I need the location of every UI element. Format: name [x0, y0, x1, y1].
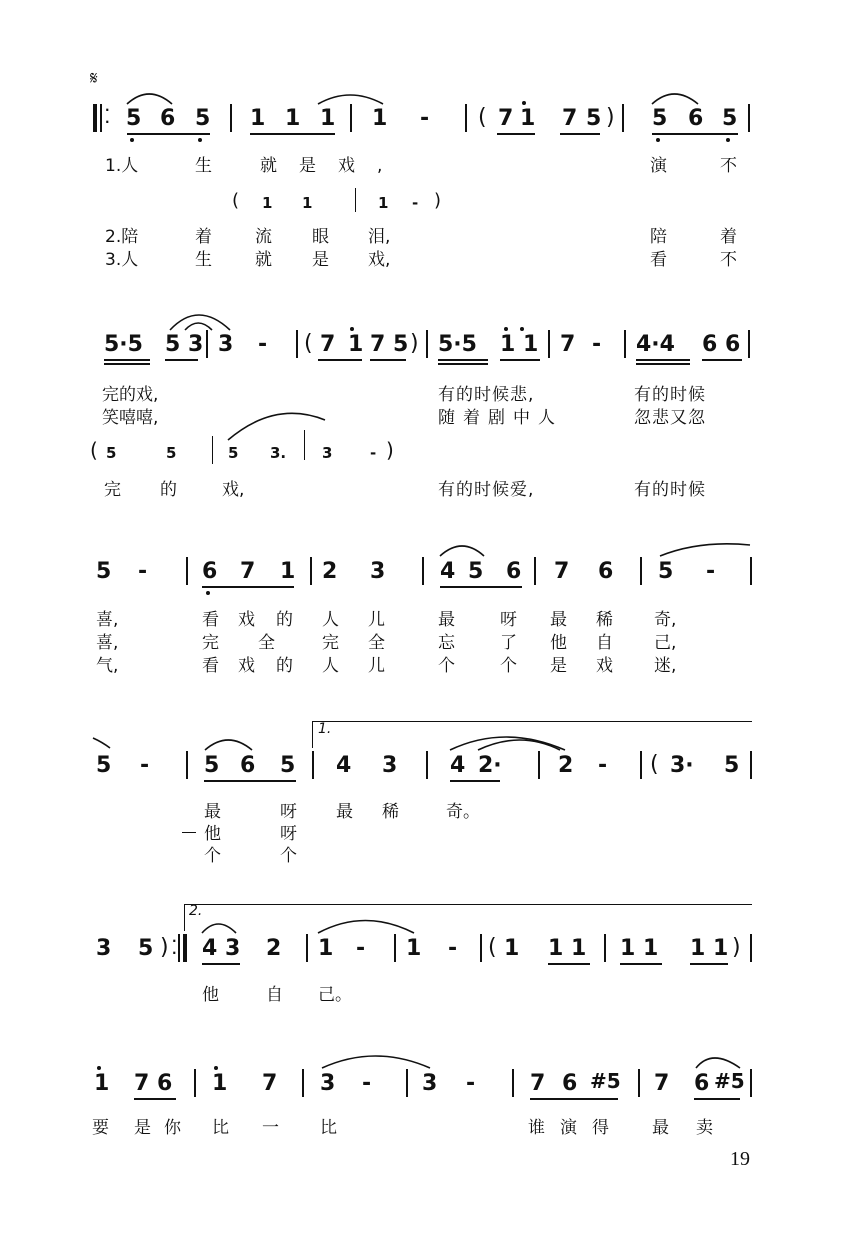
- note: 6: [688, 106, 704, 131]
- lyric: 比: [320, 1118, 337, 1138]
- note: 3: [422, 1071, 438, 1096]
- barline: [622, 104, 624, 132]
- lyric: 就是戏,: [260, 156, 405, 176]
- lyric: 他: [550, 633, 567, 653]
- alt-note: 5: [228, 444, 239, 462]
- note: 5: [138, 936, 154, 961]
- dash: -: [466, 1071, 476, 1096]
- dash: -: [362, 1071, 372, 1096]
- note: 5: [722, 106, 738, 131]
- barline: [304, 430, 305, 460]
- lyric: 最: [336, 802, 353, 822]
- lyric: 生: [195, 250, 212, 270]
- paren: (: [304, 331, 313, 356]
- paren: ): [732, 935, 741, 960]
- lyric: 忽悲又忽: [634, 408, 706, 428]
- note: 4·4: [636, 332, 675, 357]
- note: 7: [562, 106, 578, 131]
- note: 5: [586, 106, 602, 131]
- barline: [355, 188, 356, 212]
- alt-note: ): [386, 438, 394, 462]
- dash: -: [706, 559, 716, 584]
- lyric: 呀: [280, 824, 297, 844]
- note: 2: [322, 559, 338, 584]
- alt-note: 3: [322, 444, 333, 462]
- note: 3·: [670, 753, 694, 778]
- dash: -: [448, 936, 458, 961]
- lyric: 己,: [654, 633, 677, 653]
- note: 4: [450, 753, 466, 778]
- note: 1: [520, 106, 536, 131]
- note: 7 6: [134, 1071, 173, 1096]
- lyric: 有的时候: [634, 385, 706, 405]
- paren: ): [410, 331, 419, 356]
- barline: [296, 330, 298, 358]
- note: 7 5: [370, 332, 409, 357]
- note: 6 6: [702, 332, 741, 357]
- lyric: 着: [720, 227, 737, 247]
- lyric: 不: [720, 156, 737, 176]
- note: 1: [504, 936, 520, 961]
- lyric: 呀: [500, 610, 517, 630]
- barline: [230, 104, 232, 132]
- note: 7: [554, 559, 570, 584]
- barline: [406, 1069, 408, 1097]
- note: 1 1: [690, 936, 729, 961]
- lyric: 忘: [438, 633, 455, 653]
- lyric: 了: [500, 633, 517, 653]
- note: 7: [240, 559, 256, 584]
- lyric: 看: [202, 610, 219, 630]
- lyric: 最: [652, 1118, 669, 1138]
- alt-note: ): [434, 190, 442, 211]
- barline: [194, 1069, 196, 1097]
- lyric: 3.人: [105, 250, 139, 270]
- note: 1: [94, 1071, 110, 1096]
- lyric: 卖: [696, 1118, 713, 1138]
- barline: [480, 934, 482, 962]
- lyric: 演: [650, 156, 667, 176]
- note: 1: [280, 559, 296, 584]
- lyric: 你: [164, 1118, 181, 1138]
- lyric: 着: [195, 227, 212, 247]
- lyric: 戏,: [368, 250, 391, 270]
- lyric: 有的时候爱,: [438, 480, 535, 500]
- dash: -: [138, 559, 148, 584]
- note: 6: [160, 106, 176, 131]
- lyric: 看: [650, 250, 667, 270]
- barline: [310, 557, 312, 585]
- paren: ): [606, 105, 615, 130]
- alt-note: (: [90, 438, 98, 462]
- lyric: 最: [550, 610, 567, 630]
- barline: [212, 436, 213, 464]
- lyric: 眼: [312, 227, 329, 247]
- alt-note: 1: [302, 194, 313, 212]
- lyric: 最: [204, 802, 221, 822]
- page-number: 19: [730, 1148, 750, 1170]
- barline: [534, 557, 536, 585]
- paren: (: [650, 752, 659, 777]
- note: 5: [96, 559, 112, 584]
- note: 1: [320, 106, 336, 131]
- paren: (: [478, 105, 487, 130]
- lyric: 完: [322, 633, 339, 653]
- lyric: 人: [322, 610, 339, 630]
- note: 4 3: [202, 936, 241, 961]
- note: 1 1: [548, 936, 587, 961]
- lyric: 比: [212, 1118, 229, 1138]
- lyric: 个: [500, 656, 517, 676]
- barline: [302, 1069, 304, 1097]
- barline: [548, 330, 550, 358]
- lyric: 稀: [596, 610, 613, 630]
- barline: [604, 934, 606, 962]
- lyric: 陪: [650, 227, 667, 247]
- lyric: 完: [104, 480, 121, 500]
- lyric: 是: [550, 656, 567, 676]
- lyric: 泪,: [368, 227, 391, 247]
- lyric: 喜,: [96, 610, 119, 630]
- note: 5: [195, 106, 211, 131]
- note: 1: [285, 106, 301, 131]
- lyric: 完: [202, 633, 219, 653]
- lyric: 全: [368, 633, 385, 653]
- barline: [306, 934, 308, 962]
- lyric: 儿: [368, 656, 385, 676]
- note: 5·5: [104, 332, 143, 357]
- alt-note: -: [370, 444, 377, 462]
- alt-note: 5: [106, 444, 117, 462]
- lyric: 戏: [238, 656, 255, 676]
- barline: [750, 934, 752, 962]
- barline: [512, 1069, 514, 1097]
- note: 1: [212, 1071, 228, 1096]
- note: 7: [262, 1071, 278, 1096]
- dash: -: [420, 106, 430, 131]
- note: 6: [202, 559, 218, 584]
- lyric: 他: [202, 985, 219, 1005]
- lyric: 1.人: [105, 156, 139, 176]
- note: 6: [598, 559, 614, 584]
- dash: -: [356, 936, 366, 961]
- alt-note: 5: [166, 444, 177, 462]
- note: 5 3: [165, 332, 204, 357]
- lyric: 稀: [382, 802, 399, 822]
- paren: ): [160, 935, 169, 960]
- lyric: 演: [560, 1118, 577, 1138]
- lyric: 流: [255, 227, 272, 247]
- lyric: 完的戏,: [102, 385, 159, 405]
- barline: [538, 751, 540, 779]
- lyric: 喜,: [96, 633, 119, 653]
- note: 6: [694, 1071, 710, 1096]
- barline: [426, 751, 428, 779]
- note: 3: [96, 936, 112, 961]
- alt-note: 3.: [270, 444, 287, 462]
- alt-note: (: [232, 190, 240, 211]
- lyric: 谁: [528, 1118, 545, 1138]
- lyric: 个: [438, 656, 455, 676]
- barline: [638, 1069, 640, 1097]
- dash: -: [258, 332, 268, 357]
- note: 5: [652, 106, 668, 131]
- barline: [426, 330, 428, 358]
- lyric: 有的时候悲,: [438, 385, 535, 405]
- note: 7: [530, 1071, 546, 1096]
- note: 1: [348, 332, 364, 357]
- barline: [206, 330, 208, 358]
- lyric: 2.陪: [105, 227, 139, 247]
- note: 7: [498, 106, 514, 131]
- lyric: 自: [266, 985, 283, 1005]
- dash: -: [598, 753, 608, 778]
- barline: [186, 751, 188, 779]
- note: 7: [320, 332, 336, 357]
- lyric: 戏,: [222, 480, 245, 500]
- alt-note: 1: [378, 194, 389, 212]
- lyric: 自: [596, 633, 613, 653]
- lyric: 全: [258, 633, 275, 653]
- note: 7: [560, 332, 576, 357]
- note: 3: [218, 332, 234, 357]
- lyric: 看: [202, 656, 219, 676]
- lyric: 的: [276, 656, 293, 676]
- lyric: 呀: [280, 802, 297, 822]
- note: 1 1: [500, 332, 539, 357]
- barline: [748, 104, 750, 132]
- note: 5: [724, 753, 740, 778]
- note: 3: [320, 1071, 336, 1096]
- barline: [750, 1069, 752, 1097]
- lyric: 生: [195, 156, 212, 176]
- lyric: 奇。: [446, 802, 480, 822]
- lyric: 不: [720, 250, 737, 270]
- lyric: 气,: [96, 656, 119, 676]
- lyric: 的: [276, 610, 293, 630]
- paren: (: [488, 935, 497, 960]
- note: 2: [266, 936, 282, 961]
- lyric: 最: [438, 610, 455, 630]
- barline: [750, 557, 752, 585]
- note: 1: [372, 106, 388, 131]
- note: 2·: [478, 753, 502, 778]
- note: 3: [370, 559, 386, 584]
- barline: [465, 104, 467, 132]
- barline: [748, 330, 750, 358]
- note: 5: [658, 559, 674, 584]
- lyric: 己。: [318, 985, 352, 1005]
- lyric: 得: [592, 1118, 609, 1138]
- lyric: 人: [322, 656, 339, 676]
- barline: [350, 104, 352, 132]
- score-page: 𝄋 · · 5 6 5 1 1 1 1 - ( 7 1 7 5 ) 5 6 5 1.人 生 就是戏, 演 不 ( 1 1 1 - ) 2.陪 着 流 眼 泪, 陪 着 3.人 生 就 是 戏, 看 不 5·5 5 3 3 - ( 7 1 7 5 ) 5·5 1 1 7 - 4·4 6 6 完的戏, 有的时候悲, 有的时候 笑嘻嘻, 随着剧中人 忽悲又忽 ( 5 5 5 3. 3 - ) 完 的 戏, 有的时候爱, 有的时候 5 - 6 7 1 2 3 4 5 6 7 6 5 - 喜, 看 戏 的 人 儿 最 呀 最 稀 奇, 喜, 完 全 完 全 忘 了 他 自 己, 气, 看 戏 的 人 儿 个 个 是 戏 迷, 1. 5 - 5 6 5 4 3 4 2· 2 - ( 3· 5 最 呀 最 稀 奇。 他 呀 个 个 2. 3 5 ) · · 4 3 2 1 - 1 - ( 1 1 1 1 1 1 1 ) 他 自 己。 1 7 6 1 7 3 - 3 - 7 6 #5 7 6 #5 要 是 你 比 一 比 谁 演 得 最 卖 19: [0, 0, 849, 1238]
- lyric: 是: [312, 250, 329, 270]
- alt-note: -: [412, 194, 419, 212]
- note: 1: [318, 936, 334, 961]
- barline: [750, 751, 752, 779]
- note: 1 1: [620, 936, 659, 961]
- lyric: 奇,: [654, 610, 677, 630]
- lyric: 个: [280, 846, 297, 866]
- note: 5: [96, 753, 112, 778]
- note: 6: [562, 1071, 578, 1096]
- lyric: 戏: [596, 656, 613, 676]
- note: 1: [250, 106, 266, 131]
- lyric: 是: [134, 1118, 151, 1138]
- barline: [394, 934, 396, 962]
- lyric: 的: [160, 480, 177, 500]
- note: 7: [654, 1071, 670, 1096]
- note: #5: [590, 1069, 621, 1093]
- note: #5: [714, 1069, 745, 1093]
- lyric: 一: [262, 1118, 279, 1138]
- dash-mark: [182, 832, 196, 833]
- lyric: 有的时候: [634, 480, 706, 500]
- note: 5: [204, 753, 220, 778]
- barline: [640, 557, 642, 585]
- lyric: 儿: [368, 610, 385, 630]
- lyric: 笑嘻嘻,: [102, 408, 159, 428]
- note: 6: [240, 753, 256, 778]
- note: 4: [440, 559, 456, 584]
- lyric: 个: [204, 846, 221, 866]
- lyric: 就: [255, 250, 272, 270]
- barline: [186, 557, 188, 585]
- barline: [312, 751, 314, 779]
- dash: -: [592, 332, 602, 357]
- note: 5·5: [438, 332, 477, 357]
- barline: [624, 330, 626, 358]
- note: 3: [382, 753, 398, 778]
- lyric: 迷,: [654, 656, 677, 676]
- note: 2: [558, 753, 574, 778]
- note: 1: [406, 936, 422, 961]
- barline: [640, 751, 642, 779]
- dash: -: [140, 753, 150, 778]
- note: 4: [336, 753, 352, 778]
- lyric: 随着剧中人: [438, 408, 563, 428]
- note: 6: [506, 559, 522, 584]
- segno-sign: 𝄋: [90, 68, 98, 89]
- lyric: 他: [204, 824, 221, 844]
- note: 5: [468, 559, 484, 584]
- barline: [422, 557, 424, 585]
- note: 5: [126, 106, 142, 131]
- alt-note: 1: [262, 194, 273, 212]
- note: 5: [280, 753, 296, 778]
- lyric: 要: [92, 1118, 109, 1138]
- lyric: 戏: [238, 610, 255, 630]
